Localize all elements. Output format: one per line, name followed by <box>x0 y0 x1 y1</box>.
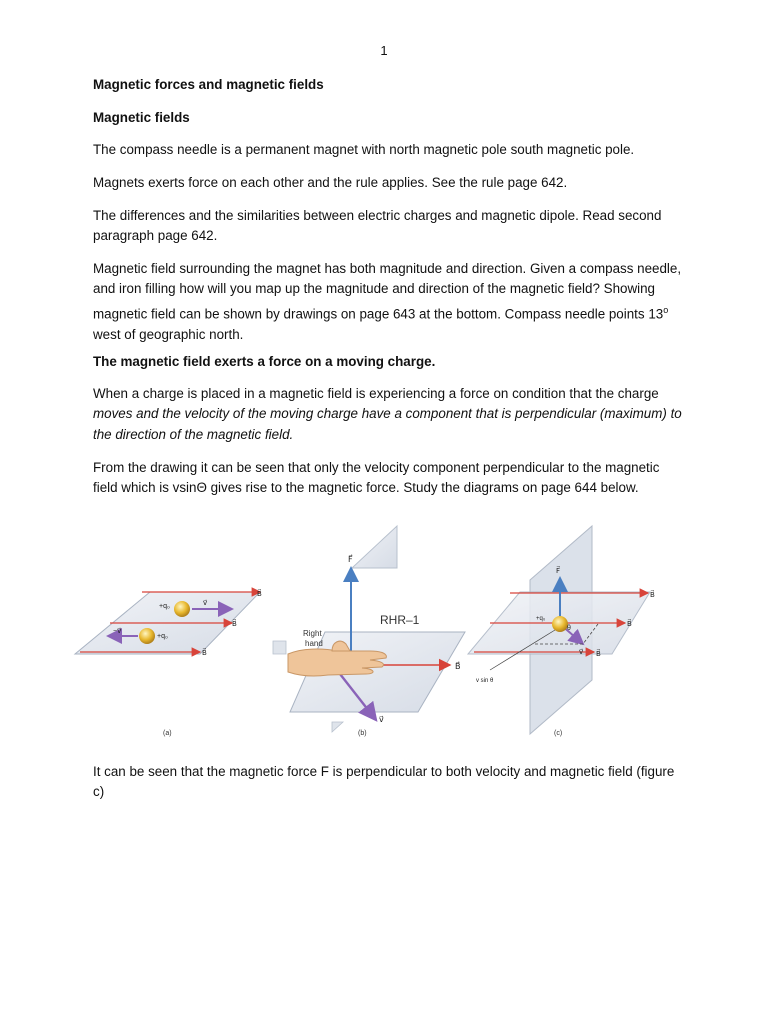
plane-stub-left <box>273 641 286 654</box>
label-v-a-top: v⃗ <box>203 600 208 607</box>
charge-ball-c <box>552 616 568 632</box>
paragraph-differences: The differences and the similarities between electric charges and magnetic dipole. Read second paragraph page 642. <box>93 208 662 244</box>
paragraph-magnets: Magnets exerts force on each other and the rule applies. See the rule page 642. <box>93 175 568 190</box>
caption-a: (a) <box>163 730 172 737</box>
label-vsin-c: v sin θ <box>476 678 494 684</box>
charge-italic-text: moves and the velocity of the moving charge have a component that is perpendicular (maximum) to the direction of the magnetic field. <box>93 406 682 442</box>
label-b-c2: B⃗ <box>627 621 632 628</box>
label-b-c3: B⃗ <box>596 651 601 658</box>
degree-sup: o <box>663 304 669 315</box>
caption-b: (b) <box>358 730 367 737</box>
label-right: Right <box>303 629 322 638</box>
paragraph-drawing: From the drawing it can be seen that only the velocity component perpendicular to the magnetic field which is vsinΘ gives rise to the magnetic force. Study the diagrams on page 644 below. <box>93 460 660 496</box>
panel-c <box>468 526 655 737</box>
paragraph-charge <box>93 384 683 445</box>
label-theta-c: θ <box>567 625 571 632</box>
main-heading: Magnetic forces and magnetic fields <box>93 77 324 92</box>
panel-a <box>75 589 262 737</box>
label-b-a1: B⃗ <box>257 591 262 598</box>
label-rule: RHR–1 <box>380 613 420 627</box>
page-number: 1 <box>380 43 388 58</box>
label-v-c: v⃗ <box>579 649 584 656</box>
label-b-a3: B⃗ <box>202 650 207 657</box>
paragraph-field <box>93 259 683 345</box>
label-b-c1: B⃗ <box>650 592 655 599</box>
paragraph-compass: The compass needle is a permanent magnet with north magnetic pole south magnetic pole. <box>93 142 635 157</box>
rhr-figure <box>70 520 670 742</box>
label-v-b: v⃗ <box>379 715 384 724</box>
label-q-a-top: +q₀ <box>159 603 170 610</box>
field-text: Magnetic field surrounding the magnet has both magnitude and direction. Given a compass needle, and iron filling how will you map up the magnitude and direction of the magnetic field? Showing magnetic field can be shown by drawings on page 643 at the bottom. Compass needle points 13 <box>93 261 682 322</box>
label-hand: hand <box>305 639 323 648</box>
right-hand-illustration <box>288 649 386 676</box>
label-f-b: F⃗ <box>348 555 353 564</box>
charge-ball-a-bottom <box>139 628 155 644</box>
label-v-a-bottom: −v⃗ <box>113 628 122 635</box>
charge-ball-a-top <box>174 601 190 617</box>
label-b-b: B⃗ <box>455 662 461 671</box>
sub-heading-magnetic-fields: Magnetic fields <box>93 110 190 125</box>
heading-force-on-charge: The magnetic field exerts a force on a moving charge. <box>93 354 436 369</box>
paragraph-conclusion: It can be seen that the magnetic force F is perpendicular to both velocity and magnetic field (figure c) <box>93 764 675 800</box>
label-b-a2: B⃗ <box>232 621 237 628</box>
label-q-a-bottom: +q₀ <box>157 633 168 640</box>
label-f-c: F⃗ <box>556 568 561 575</box>
label-q-c: +q₀ <box>536 616 546 622</box>
field-text-end: west of geographic north. <box>93 326 244 342</box>
upper-plane-b <box>352 526 397 568</box>
plane-stub-bottom <box>332 722 343 732</box>
panel-b <box>273 526 465 737</box>
charge-text: When a charge is placed in a magnetic field is experiencing a force on condition that the charge <box>93 386 659 401</box>
caption-c: (c) <box>554 730 563 737</box>
